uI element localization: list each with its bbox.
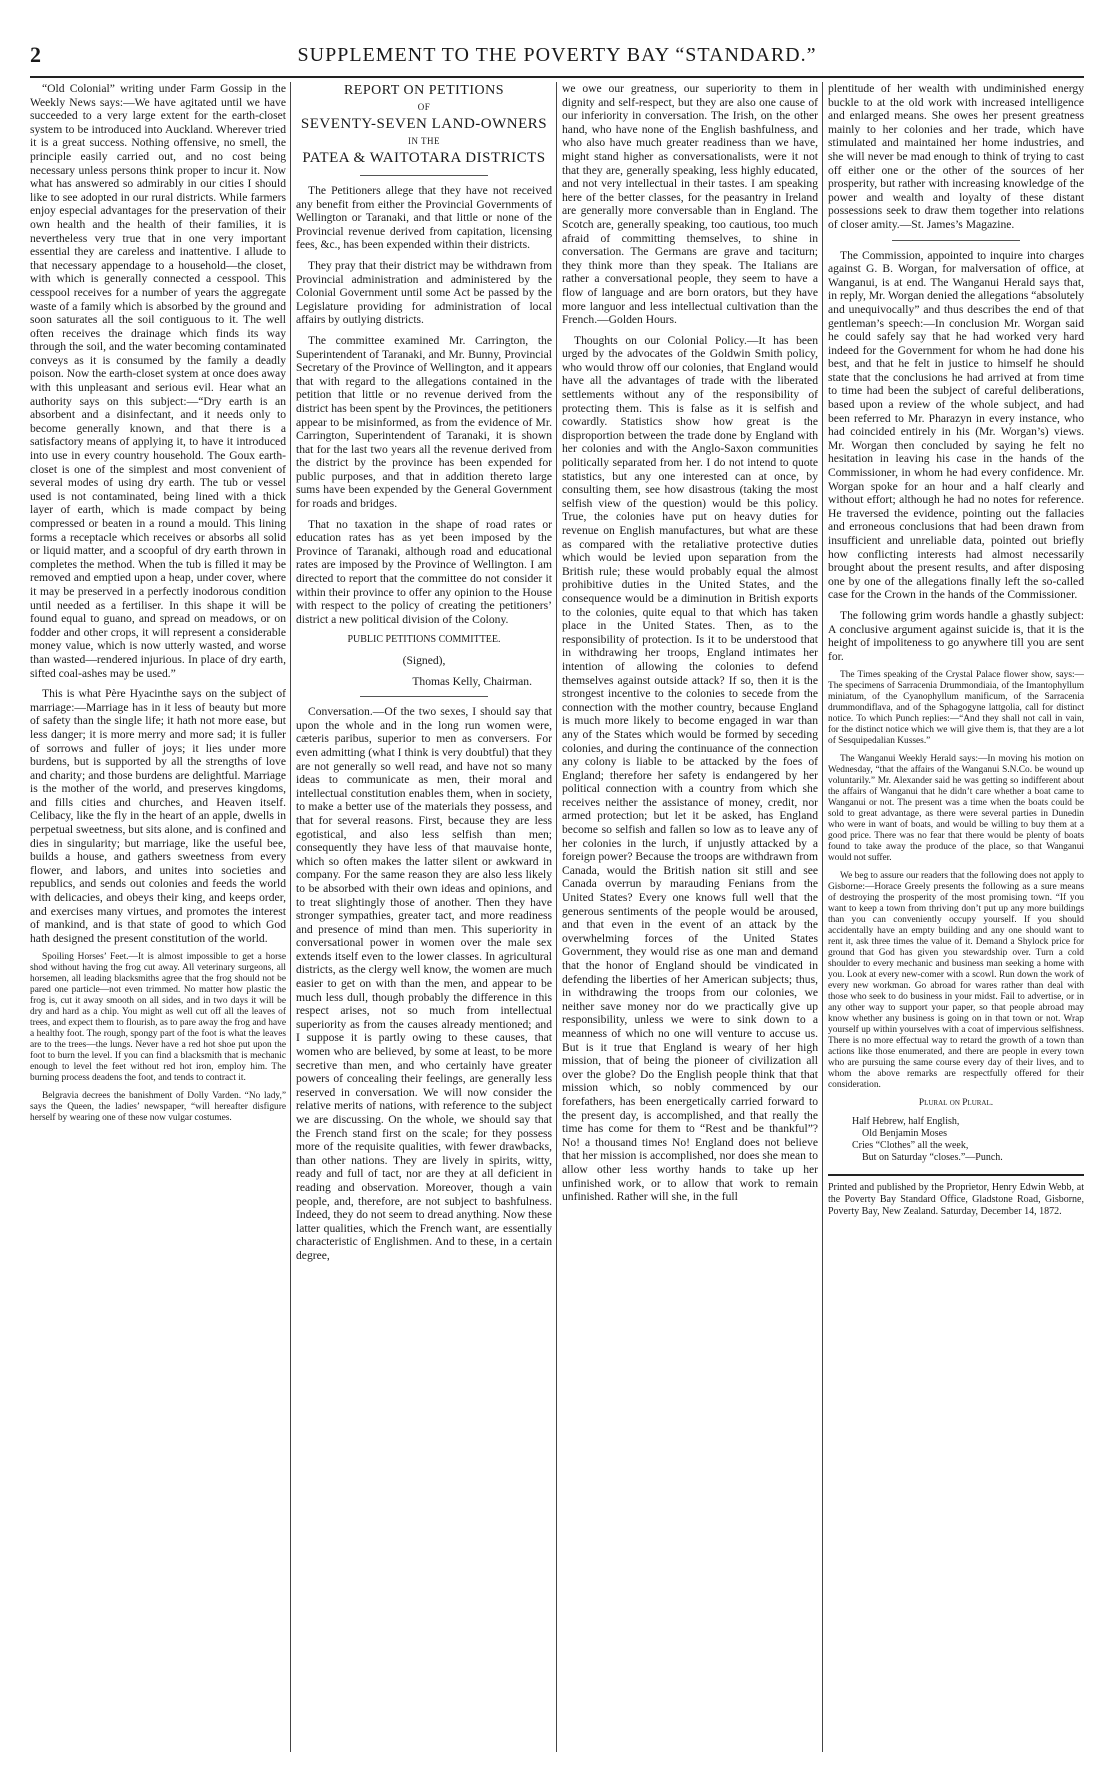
poem-line: Cries “Clothes” all the week,	[852, 1140, 969, 1152]
divider	[892, 240, 1020, 241]
poem	[852, 1116, 1084, 1164]
article-earth-closet: “Old Colonial” writing under Farm Gossip in the Weekly News says:—We have agitated until we have succeeded to a very large extent for the earth-closet system to be introduced into Auckland. Wherever tried it is a great success. Nothing offensive, no smell, the principle easily carried out, and no cost being necessary unless persons think proper to incur it. Now what has answered so admirably in our cities I should like to see adopted in our rural districts. While farmers enjoy especial advantages for the preservation of their own health and the health of their families, it is nevertheless very true that in one very important essential they are careless and inattentive. I allude to that necessary appendage to a household—the closet, with which is generally connected a cesspool. This cesspool receives for a number of years the aggregate waste of a family which is absorbed by the ground and soon saturates all the soil contiguous to it. The well often receives the drainage which finds its way through the soil, and the water becoming contaminated conveys as it is consumed by the family a deadly poison. Now the earth-closet system at once does away with this unpleasant and serious evil. Hear what an authority says on this subject:—“Dry earth is an absorbent and a disinfectant, and it needs only to become generally known, and that there is a satisfactory means of applying it, to have it introduced into use in every country household. The Goux earth-closet is one of the simplest and most convenient of several modes of using dry earth. The tub or vessel used is not contaminated, being lined with a thick layer of earth, which is made compact by being compressed or beaten in a round a mould. This lining forms a receptacle which receives or absorbs all solid or liquid matter, and a scoopful of dry earth thrown in completes the method. When the tub is filled it may be removed and emptied upon a heap, under cover, where it may be preserved in a perfectly inodorous condition until needed as a fertiliser. In this shape it will be found equal to guano, and spread on meadows, or on fodder and other crops, it will represent a considerable money value, which is now utterly wasted, and worse than wasted—rendered injurious. In place of dry earth, sifted coal-ashes may be used.”	[30, 82, 286, 680]
masthead	[30, 42, 1084, 78]
column-2	[296, 82, 552, 1762]
article-colonial-policy-continued: plentitude of her wealth with undiminished energy buckle to at the old work with increased intelligence and enlarged means. She owes her present greatness mainly to her colonies and her trade, which have stimulated and maintained her home industries, and she will never be mad enough to think of trying to cast off either one or the other of the sources of her prosperity, but rather with increasing knowledge of the power and wealth and loyalty of these distant possessions seek to draw them together into relations of closer amity.—St. James’s Magazine.	[828, 82, 1084, 231]
page-number: 2	[30, 42, 41, 67]
report-title-line-3: PATEA & WAITOTARA DISTRICTS	[302, 150, 546, 166]
article-conversation: Conversation.—Of the two sexes, I should say that upon the whole and in the long run women were, cæteris paribus, superior to men as conversers. For even admitting (what I think is very doubtful) that they are not generally so well read, and have not so many ideas to communicate as men, their moral and intellectual constitution enables them, when in society, to make a better use of the materials they possess, and that for several reasons. First, because they are less egotistical, and also less selfish than men; consequently they have less of that mauvaise honte, which so often makes the latter silent or awkward in company. For the same reason they are also less likely to be absorbed with their own ideas and opinions, and to treat slightingly those of another. Then they have stronger sympathies, greater tact, and more readiness and presence of mind than men. This superiority in conversational power in women over the male sex extends itself even to the lower classes. In agricultural districts, as the clergy well know, the women are much easier to get on with than the men, and appear to be much less dull, though probably the difference in this respect arises, not so much from intellectual superiority as from the causes already mentioned; and I suppose it is partly owing to these causes, that women who are believed, by some at least, to be more secretive than men, and who certainly have greater powers of concealing their feelings, are generally less reserved in conversation. We will now consider the relative merits of nations, with reference to the subject we are discussing. On the whole, we should say that the French stand first on the scale; for they possess more of the requisite qualities, with fewer drawbacks, than other nations. They are lively in spirits, witty, ready and full of tact, nor are they at all deficient in reading and observation. Moreover, though a vain people, and, therefore, are not subject to bashfulness. Indeed, they do not seem to dread anything. Now these latter qualities, which the French want, are essentially characteristic of Englishmen. And to these, in a certain degree,	[296, 705, 552, 1262]
column-rule	[822, 82, 823, 1752]
committee-name: PUBLIC PETITIONS COMMITTEE.	[347, 634, 501, 646]
column-3	[562, 82, 818, 1762]
divider	[360, 175, 488, 176]
column-rule	[290, 82, 291, 1752]
article-colonial-policy: Thoughts on our Colonial Policy.—It has been urged by the advocates of the Goldwin Smith policy, who would throw off our colonies, that England would have all the advantages of trade with the liberated settlements without any of the responsibility of protecting them. This is false as it is selfish and cowardly. Statistics show how great is the disproportion between the trade done by England with her colonies and with the Anglo-Saxon communities politically separated from her. I do not intend to quote statistics, but any one interested can at once, by consulting them, see how disastrous (taking the most selfish view of the question) would be this policy. True, the colonies have put on heavy duties for revenue on English manufactures, but what are these as compared with the retaliative protective duties which would be levied upon separation from the British rule; these would probably equal the almost prohibitive duties in the United States, and the consequence would be a diminution in British exports to the colonies, quite equal to that which has taken place in the United States. Then, as to the responsibility of protection. Is it to be understood that in withdrawing her troops, England intimates her intention of allowing the colonies to defend themselves against outside attack? If so, then it is the strongest incentive to the colonies to secede from the connection with the mother country, because England is much more likely to become engaged in war than any of the States which would be formed by seceding colonies, and during the continuance of the connection any colony is liable to be attacked by the foes of England; therefore her safety is endangered by her political connection with a country from which she receives neither the assistance of money, credit, nor armed protection; but let it be asked, has England become so selfish and fallen so low as to leave any of her colonies in the lurch, if unjustly attacked by a foreign power? Because the troops are withdrawn from Canada, would the British nation sit still and see Canada overrun by marauding Fenians from the United States? Every one knows full well that the generous sentiments of the people would be aroused, and that even in the event of an attack by the overwhelming forces of the United States Government, they would rise as one man and demand that the honor of England should be vindicated in defending the liberties of her American subjects; thus, in withdrawing the troops from our colonies, we neither save money nor do we practically give up responsibility, unless we were to sink down to a meanness of which no one will venture to accuse us. But is it true that England is weary of her high mission, that of being the pioneer of civilization all over the globe? Do the English people think that that mission which, so nobly commenced by our forefathers, has been energetically carried forward to the present day, is accomplished, and that really the time has come for them to “Rest and be thankful”? No! a thousand times No! England does not believe that her mission is accomplished, nor does she mean to allow other less worthy hands to take up her unfinished work, or to allow that work to remain unfinished. Rather will she, in the full	[562, 333, 818, 1204]
column-1	[30, 82, 286, 1762]
poem-line: Old Benjamin Moses	[862, 1128, 947, 1140]
article-conversation-continued: we owe our greatness, our superiority to them in dignity and self-respect, but they are also one cause of our inferiority in conversation. The Irish, on the other hand, who have none of the English bashfulness, and who also have much greater readiness than we have, might stand higher as conversationalists, were it not that they are, generally speaking, less highly educated, and not very intellectual in their tastes. I am speaking here of the better classes, for the peasantry in Ireland are generally more conversable than in England. The Scotch are, generally speaking, too cautious, too much afraid of committing themselves, to shine in conversation. The Germans are grave and taciturn; they think more than they speak. The Italians are rather a conversational people, they seem to have a flow of language and are born orators, but they have more languor and less intellectual cultivation than the French.—Golden Hours.	[562, 82, 818, 327]
report-title-in: IN THE	[407, 136, 441, 146]
poem-line: But on Saturday “closes.”—Punch.	[862, 1152, 1003, 1164]
report-paragraph: They pray that their district may be withdrawn from Provincial administration and administered by the Colonial Government until some Act be passed by the Legislature providing for administration of local affairs by outlying districts.	[296, 258, 552, 327]
article-worgan-commission: The Commission, appointed to inquire into charges against G. B. Worgan, for malversation of office, at Wanganui, is at end. The Wanganui Herald says that, in reply, Mr. Worgan denied the allegations “absolutely and unequivocally” and thus describes the end of that gentleman’s speech:—In conclusion Mr. Worgan said he could safely say that he had worked very hard indeed for the Government for whom he had done his best, and that he felt in justice to himself he should state that the conclusions he had arrived at from time to time had been the subject of careful deliberations, based upon a review of the whole subject, and had been referred to Mr. Pharazyn in every instance, who had coincided entirely in his (Mr. Worgan’s) views. Mr. Worgan then concluded by saying he felt no hesitation in leaving his case in the hands of the Commissioner, in whom he had every confidence. Mr. Worgan spoke for an hour and a half clearly and without effort; although he had no notes for reference. He traversed the evidence, pointing out the fallacies and erroneous conclusions that had been drawn from insufficient and unreliable data, pointed out briefly how conflicting interests had almost necessarily brought about the present results, and after disposing one by one of the allegations finally left the so-called case for the Crown in the hands of the Commissioner.	[828, 248, 1084, 602]
poem-line: Half Hebrew, half English,	[852, 1116, 960, 1128]
report-title-line-1: REPORT ON PETITIONS	[343, 83, 505, 98]
article-wanganui-sn-co: The Wanganui Weekly Herald says:—In moving his motion on Wednesday, “that the affairs of the Wanganui S.N.Co. be wound up voluntarily.” Mr. Alexander said he was getting so indifferent about the affairs of Wanganui that he didn’t care whether a boat came to Wanganui or not. The present was a time when the boats could be sold to great advantage, as there were several parties in Dunedin who were in want of boats, and would be willing to buy them at a good price. There was no fear that there would be plenty of boats found to take away the produce of the place, so that Wanganui would not suffer.	[828, 754, 1084, 864]
article-horses-feet: Spoiling Horses’ Feet.—It is almost impossible to get a horse shod without having the frog cut away. All veterinary surgeons, all horsemen, all leading blacksmiths agree that the frog should not be pared one particle—not even trimmed. No matter how plastic the frog is, cut it away smooth on all sides, and in two days it will be dry and hard as a chip. You might as well cut off all the leaves of trees, and expect them to flourish, as to pare away the frog and have a healthy foot. The rough, spongy part of the foot is what the leaves are to the trees—the lungs. Never have a red hot shoe put upon the foot to burn the level. If you can find a blacksmith that is mechanic enough to level the feet without red hot iron, employ him. The burning process deadens the foot, and tends to contract it.	[30, 952, 286, 1084]
report-paragraph: That no taxation in the shape of road rates or education rates has as yet been imposed by the Province of Taranaki, although road and educational rates are imposed by the Province of Wellington. I am directed to report that the committee do not consider it within their province to offer any opinion to the House with respect to the policy of creating the petitioners’ district a new political division of the Colony.	[296, 517, 552, 626]
report-title-of: OF	[417, 102, 431, 112]
report-heading	[296, 82, 552, 167]
poem-title: Plural on Plural.	[918, 1098, 994, 1109]
article-greely: We beg to assure our readers that the following does not apply to Gisborne:—Horace Greely presents the following as a sure means of destroying the prosperity of the most promising town. “If you want to keep a town from thriving don’t put up any more buildings than you can conveniently occupy yourself. If you should accidentally have an empty building and any one should want to rent it, ask three times the value of it. Demand a Shylock price for ground that God has given you stewardship over. Turn a cold shoulder to every mechanic and business man seeking a home with you. Look at every new-comer with a scowl. Run down the work of every new workman. Go abroad for wares rather than deal with those who seek to do business in your midst. Fail to advertise, or in any other way to support your paper, so that people abroad may know whether any business is going on in that town or not. Wrap yourself up within yourselves with a coat of impervious selfishness. There is no more effectual way to retard the growth of a town than actions like those enumerated, and there are people in every town who are pursuing the same course every day of their lives, and to whom the above remarks are respectfully offered for their consideration.	[828, 871, 1084, 1091]
article-suicide: The following grim words handle a ghastly subject: A conclusive argument against suicide is, that it is the height of impoliteness to go anywhere till you are sent for.	[828, 608, 1084, 663]
chairman-signature: Thomas Kelly, Chairman.	[412, 674, 532, 688]
report-title-line-2: SEVENTY-SEVEN LAND-OWNERS	[300, 116, 548, 132]
page-title: SUPPLEMENT TO THE POVERTY BAY “STANDARD.”	[297, 44, 817, 66]
signed-line: (Signed),	[402, 654, 446, 667]
report-paragraph: The committee examined Mr. Carrington, the Superintendent of Taranaki, and Mr. Bunny, Provincial Secretary of the Province of Wellington, and it appears that with regard to the allegations contained in the petition that little or no revenue derived from the district has been spent by the Provinces, the petitioners appear to be misinformed, as from the evidence of Mr. Carrington, Superintendent of Taranaki, it is shown that for the last two years all the revenue derived from the district by the province has been expended for public purposes, and that in addition thereto large sums have been expended by the General Government for roads and bridges.	[296, 333, 552, 511]
divider	[360, 696, 488, 697]
article-marriage: This is what Père Hyacinthe says on the subject of marriage:—Marriage has in it less of beauty but more of safety than the single life; it hath not more ease, but less danger; it is more merry and more sad; it is fuller of sorrows and fuller of joys; it lies under more burdens, but is supported by all the strengths of love and charity; and those burdens are delightful. Marriage is the mother of the world, and preserves kingdoms, and fills cities and churches, and Heaven itself. Celibacy, like the fly in the heart of an apple, dwells in perpetual sweetness, but sits alone, and is confined and dies in singularity; but marriage, like the useful bee, builds a house, and gathers sweetness from every flower, and labors, and unites into societies and republics, and sends out colonies and feeds the world with delicacies, and obeys their king, and keeps order, and exercises many virtues, and promotes the interest of mankind, and is that state of good to which God hath designed the present constitution of the world.	[30, 687, 286, 945]
imprint: Printed and published by the Proprietor, Henry Edwin Webb, at the Poverty Bay Standard Office, Gladstone Road, Gisborne, Poverty Bay, New Zealand. Saturday, December 14, 1872.	[828, 1174, 1084, 1218]
column-4	[828, 82, 1084, 1762]
article-dolly-varden: Belgravia decrees the banishment of Dolly Varden. “No lady,” says the Queen, the ladies’ newspaper, “will hereafter disfigure herself by wearing one of these now vulgar costumes.	[30, 1091, 286, 1124]
report-paragraph: The Petitioners allege that they have not received any benefit from either the Provincial Governments of Wellington or Taranaki, and that little or none of the Provincial revenue derived from capitation, licensing fees, &c., has been expended within their districts.	[296, 184, 552, 252]
article-crystal-palace: The Times speaking of the Crystal Palace flower show, says:—The specimens of Sarracenia Drummondiaia, of the Imantophyllum miniatum, of the Cyanophyllum manificum, of the Sarracenia drummondiflava, and of the Sphagogyne lattgolia, call for distinct notice. To which Punch replies:—“And they shall not call in vain, for the distinct notice which we will give them is, that they are a lot of Sesquipedalian Kusses.”	[828, 670, 1084, 747]
column-rule	[556, 82, 557, 1752]
